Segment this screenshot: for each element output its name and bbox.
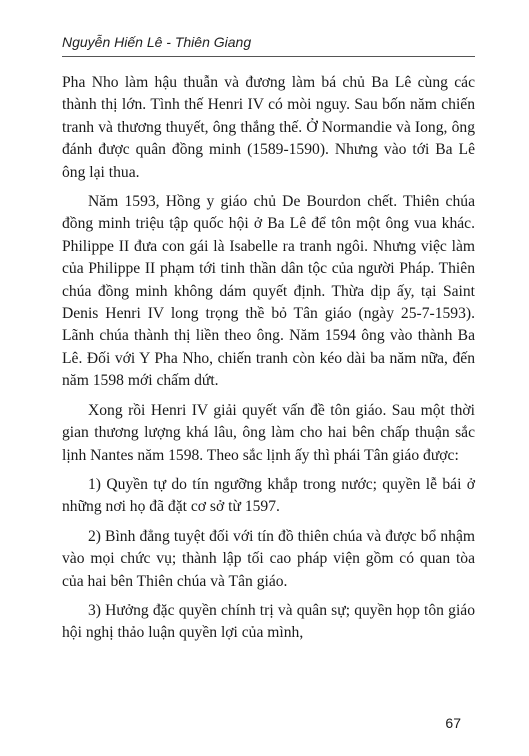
- paragraph-5: 2) Bình đẳng tuyệt đối với tín đồ thiên chúa và được bổ nhậm vào mọi chức vụ; thành lập tối cao pháp viện gồm có quan tòa của hai bên Thiên chúa và Tân giáo.: [62, 527, 475, 590]
- paragraph-1: Pha Nho làm hậu thuẫn và đương làm bá chủ Ba Lê cùng các thành thị lớn. Tình thế Henri IV có mòi nguy. Sau bốn năm chiến tranh và thương thuyết, ông thắng thế. Ở Normandie và Iong, ông đánh được quân đồng minh (1589-1590). Nhưng vào tới Ba Lê ông lại thua.: [62, 74, 475, 181]
- page-number: 67: [445, 715, 461, 731]
- paragraph-2: Năm 1593, Hồng y giáo chủ De Bourdon chết. Thiên chúa đồng minh triệu tập quốc hội ở Ba Lê để tôn một ông vua khác. Philippe II đưa con gái là Isabelle ra tranh ngôi. Nhưng việc làm của Philippe II phạm tới tinh thần dân tộc của người Pháp. Thiên chúa đồng minh không dám quyết định. Thừa dịp ấy, tại Saint Denis Henri IV long trọng thề bỏ Tân giáo (ngày 25-7-1593). Lãnh chúa thành thị liền theo ông. Năm 1594 ông vào thành Ba Lê. Đối với Y Pha Nho, chiến tranh còn kéo dài ba năm nữa, đến năm 1598 mới chấm dứt.: [62, 193, 475, 390]
- paragraph-4: 1) Quyền tự do tín ngưỡng khắp trong nước; quyền lễ bái ở những nơi họ đã đặt cơ sở từ 1597.: [62, 475, 475, 516]
- paragraph-3: Xong rồi Henri IV giải quyết vấn đề tôn giáo. Sau một thời gian thương lượng khá lâu, ông làm cho hai bên chấp thuận sắc lịnh Nantes năm 1598. Theo sắc lịnh ấy thì phái Tân giáo được:: [62, 401, 475, 464]
- running-header: Nguyễn Hiến Lê - Thiên Giang: [62, 34, 252, 50]
- header-divider: [62, 56, 475, 57]
- page-body: [62, 72, 475, 645]
- paragraph-6: 3) Hưởng đặc quyền chính trị và quân sự; quyền họp tôn giáo hội nghị thảo luận quyền lợi của mình,: [62, 601, 475, 642]
